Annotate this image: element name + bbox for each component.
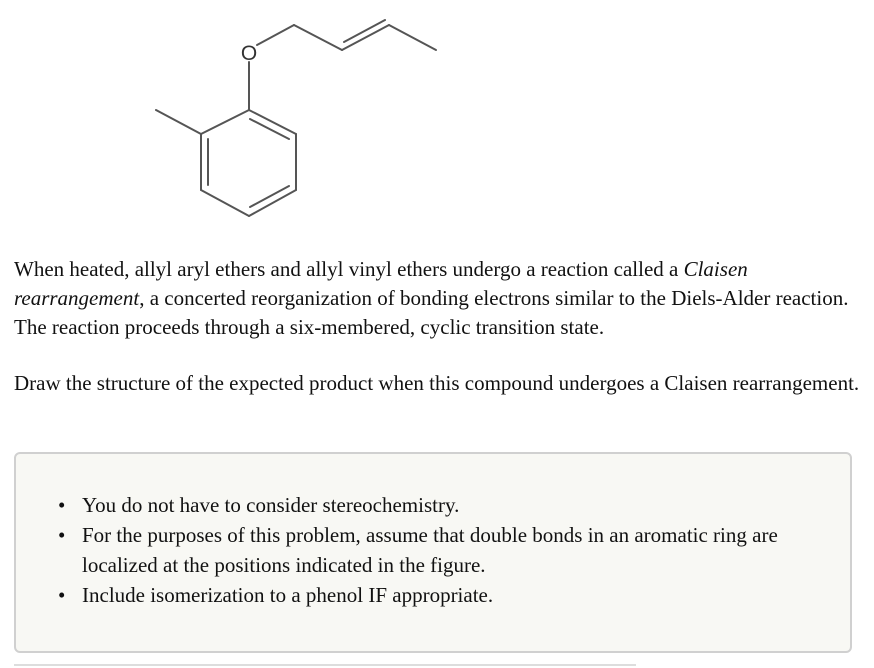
molecule-structure (0, 0, 874, 240)
intro-text-start: When heated, allyl aryl ethers and allyl vinyl ethers undergo a reaction called a (14, 257, 684, 281)
methyl-bond (156, 110, 201, 134)
terminal-methyl-bond (389, 25, 436, 50)
structure-drawing (0, 0, 874, 240)
ring-bond (201, 190, 249, 216)
ring-bond (201, 110, 249, 134)
hint-item: • For the purposes of this problem, assume that double bonds in an aromatic ring are localized at the positions indicated in the figure. (52, 520, 822, 580)
task-paragraph: Draw the structure of the expected product when this compound undergoes a Claisen rearrangement. (14, 371, 860, 395)
oxygen-atom-label: O (240, 42, 258, 65)
claisen-rearrangement-term: Claisen rearrangement (14, 257, 748, 310)
oxygen-carbon-bond (257, 25, 294, 45)
allyl-bond (294, 25, 342, 50)
intro-text-end: , a concerted reorganization of bonding electrons similar to the Diels-Alder reaction. The reaction proceeds through a six-membered, cyclic transition state. (14, 286, 849, 339)
intro-paragraph (14, 255, 864, 342)
ring-double-bond (250, 119, 289, 139)
hint-item: • You do not have to consider stereochemistry. (52, 490, 822, 520)
hint-item: • Include isomerization to a phenol IF appropriate. (52, 580, 822, 610)
bottom-divider (14, 664, 636, 666)
hint-list (52, 490, 822, 610)
alkene-bond (342, 25, 389, 50)
